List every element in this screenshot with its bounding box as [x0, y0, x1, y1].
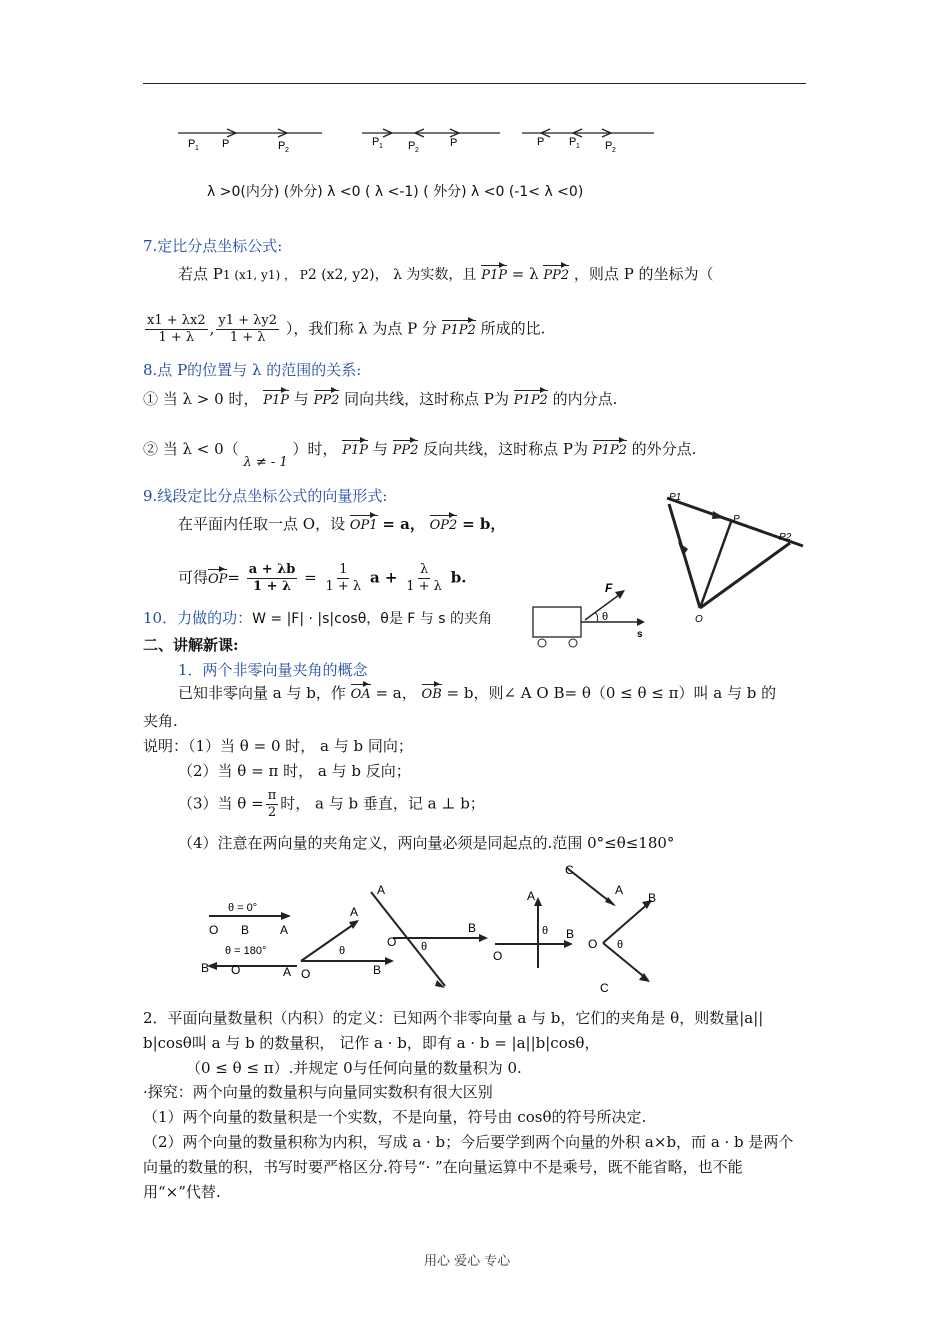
s9-eq: = — [227, 568, 240, 587]
label-p1-sub: 1 — [195, 145, 199, 152]
s8-1d: 的内分点. — [552, 390, 618, 408]
label-o: O — [695, 614, 703, 625]
vector-pp2: PP2 — [314, 388, 340, 408]
fraction-x — [145, 313, 208, 346]
label-theta: θ — [421, 941, 428, 953]
vector-p1p: P1P — [342, 438, 368, 458]
s9-tail: b. — [450, 568, 467, 587]
section-7-line2: $\frac{x1 + \lambda x2}{1 + \lambda}$ , $\frac{y1 + \lambda y2}{1 + \lambda}$ ），我们称 λ 为点 P 分 P1P2 所成的比. — [147, 313, 546, 345]
s8-2c: 与 — [372, 440, 388, 458]
eq-lambda: = λ — [511, 265, 539, 283]
section-7-line1 — [178, 263, 714, 285]
label-p: P — [733, 514, 740, 525]
label-o: O — [493, 949, 503, 963]
label-o: O — [231, 963, 241, 977]
s8-1a: ① 当 λ > 0 时， — [143, 390, 259, 408]
label-a: A — [283, 965, 292, 979]
vector-ob: OB — [422, 682, 442, 702]
section-9-title: 9.线段定比分点坐标公式的向量形式: — [143, 487, 388, 505]
work-formula: W = |F| · |s|cosθ，θ是 F 与 s 的夹角 — [252, 611, 492, 627]
explore-2-end: 用“×”代替. — [143, 1183, 221, 1201]
label-p1-sub: 1 — [379, 143, 383, 150]
label-p2-sub: 2 — [415, 147, 419, 154]
c1-c: = b，则∠ A O B= θ（0 ≤ θ ≤ π）叫 a 与 b 的 — [446, 684, 777, 702]
label-p1: P — [188, 138, 196, 150]
frac-num: x1 + λx2 — [147, 313, 206, 328]
s7-b: 1 (x1, y1) ， P — [222, 268, 308, 282]
header-rule — [143, 83, 806, 84]
s8-1c: 同向共线，这时称点 P为 — [344, 390, 510, 408]
label-p2: P — [605, 140, 613, 152]
diagram-internal — [178, 129, 322, 154]
s7-c: 2 (x2, y2)， λ 为实数，且 — [307, 267, 477, 283]
c1-b: = a， — [375, 684, 417, 702]
explore-line: ·探究：两个向量的数量积与向量同实数积有很大区别 — [143, 1083, 493, 1101]
s7-d: ，则点 P 的坐标为（ — [573, 265, 714, 283]
label-p2: P — [278, 140, 286, 152]
label-b: B — [201, 961, 210, 975]
s9-2a: 可得 — [178, 568, 209, 587]
label-p: P — [537, 136, 545, 148]
section-10-title: 10．力做的功： — [143, 609, 253, 627]
label-p1: P — [372, 136, 380, 148]
frac-num: a + λb — [248, 562, 296, 577]
concept-2-line3: （0 ≤ θ ≤ π）.并规定 0与任何向量的数量积为 0. — [186, 1059, 522, 1077]
explore-1: （1）两个向量的数量积是一个实数，不是向量，符号由 cosθ的符号所决定. — [143, 1108, 647, 1126]
frac-den: 1 + λ — [229, 330, 266, 345]
c1-a: 已知非零向量 a 与 b，作 — [178, 684, 346, 702]
label-theta: θ — [602, 611, 609, 623]
page-footer: 用心 爱心 专心 — [424, 1254, 511, 1269]
vector-p1p2: P1P2 — [514, 388, 548, 408]
note-4: （4）注意在两向量的夹角定义，两向量必须是同起点的.范围 0°≤θ≤180° — [178, 834, 675, 852]
diagram-external-1 — [362, 129, 500, 154]
section-10 — [143, 608, 492, 629]
explore-2-cont: 向量的数量的积，书写时要严格区分.符号“· ”在向量运算中不是乘号，既不能省略，也不能 — [143, 1158, 743, 1176]
theta-180-label: θ = 180° — [225, 945, 267, 957]
label-s: s — [637, 629, 643, 640]
frac-den: 2 — [267, 805, 277, 820]
note-1: 说明：（1）当 θ = 0 时， a 与 b 同向； — [143, 737, 413, 755]
frac-num: π — [267, 788, 277, 803]
fraction-pi-2 — [266, 788, 279, 821]
vector-p1p: P1P — [263, 388, 289, 408]
s8-2d: 反向共线，这时称点 P为 — [423, 440, 589, 458]
section-8-item1 — [143, 388, 617, 409]
concept-2-line2: b|cosθ叫 a 与 b 的数量积， 记作 a · b，即有 a · b = |a||b|cosθ， — [143, 1034, 600, 1052]
concept-1-def — [178, 682, 776, 703]
concept-1-title: 1．两个非零向量夹角的概念 — [178, 661, 368, 679]
label-theta: θ — [617, 939, 624, 951]
fraction-1 — [247, 562, 298, 595]
label-p2-sub: 2 — [612, 147, 616, 154]
label-p1: P — [569, 136, 577, 148]
label-b: B — [648, 891, 657, 905]
s8-2e: 的外分点. — [631, 440, 697, 458]
s8-2b: ）时， — [292, 440, 338, 458]
s8-2a: ② 当 λ < 0（ — [143, 440, 239, 458]
vector-op: OP — [208, 567, 227, 587]
label-o: O — [301, 967, 311, 981]
label-p2-sub: 2 — [285, 147, 289, 154]
label-a: A — [615, 883, 624, 897]
vector-pp2: PP2 — [543, 263, 569, 283]
s7-tail: ），我们称 λ 为点 P 分 — [285, 319, 437, 338]
frac-num: y1 + λy2 — [218, 313, 278, 328]
frac-den: 1 + λ — [406, 579, 442, 594]
label-a: A — [350, 905, 359, 919]
label-c: C — [600, 981, 609, 995]
s7-end: 所成的比. — [480, 319, 546, 338]
section-9-line2 — [178, 562, 466, 595]
label-o: O — [588, 937, 598, 951]
label-p1-sub: 1 — [576, 143, 580, 150]
theta-0-label: θ = 0° — [228, 902, 258, 914]
s9-eq2: = — [304, 568, 317, 587]
vector-op1: OP1 — [350, 513, 378, 533]
vector-op2: OP2 — [430, 513, 458, 533]
division-point-diagrams — [170, 115, 670, 160]
frac-den: 1 + λ — [158, 330, 195, 345]
s7-a: 若点 P — [178, 265, 223, 283]
n3-b: 时， a 与 b 垂直，记 a ⊥ b； — [280, 794, 485, 813]
section-7-title: 7.定比分点坐标公式: — [143, 237, 283, 255]
s9-mid: a + — [369, 568, 398, 587]
label-p1: P1 — [669, 492, 682, 503]
label-p: P — [222, 138, 230, 150]
s9-a: 在平面内任取一点 O，设 — [178, 515, 346, 533]
frac-den: 1 + λ — [253, 579, 292, 594]
label-p2: P — [408, 140, 416, 152]
note-2: （2）当 θ = π 时， a 与 b 反向； — [178, 762, 411, 780]
label-a: A — [527, 889, 536, 903]
s9-eq-a: = a， — [382, 515, 425, 533]
fraction-2 — [324, 562, 364, 595]
concept-1-def-cont: 夹角. — [143, 712, 178, 730]
s9-eq-b: = b， — [462, 515, 506, 533]
section-2-header: 二、讲解新课: — [143, 636, 239, 654]
n3-a: （3）当 θ = — [178, 794, 264, 813]
label-b: B — [373, 963, 382, 977]
section-9-line1 — [178, 513, 505, 534]
label-p2: P2 — [779, 532, 792, 543]
cart-force-figure — [525, 580, 655, 655]
triangle-figure — [655, 488, 810, 628]
frac-num: λ — [419, 562, 429, 577]
section-8-title: 8.点 P的位置与 λ 的范围的关系: — [143, 361, 362, 379]
vector-pp2: PP2 — [393, 438, 419, 458]
section-8-item2 — [143, 438, 697, 470]
note-3 — [178, 788, 485, 821]
label-theta: θ — [339, 945, 346, 957]
label-a: A — [280, 923, 289, 937]
label-c: C — [565, 863, 574, 877]
s8-1b: 与 — [293, 390, 309, 408]
label-a: A — [377, 883, 386, 897]
label-theta: θ — [542, 925, 549, 937]
label-o: O — [209, 923, 219, 937]
label-f: F — [605, 581, 613, 595]
fraction-y — [216, 313, 279, 346]
label-b: B — [241, 923, 250, 937]
vector-p1p2: P1P2 — [593, 438, 627, 458]
vector-oa: OA — [351, 682, 371, 702]
label-b: B — [566, 927, 575, 941]
frac-den: 1 + λ — [325, 579, 362, 594]
label-o: O — [387, 935, 397, 949]
lambda-range-line: λ >0(内分) (外分) λ <0 ( λ <-1) ( 外分) λ <0 (-1< λ <0) — [207, 184, 584, 200]
vector-p1p2: P1P2 — [442, 318, 476, 338]
frac-num: 1 — [339, 562, 348, 577]
label-b: B — [468, 921, 477, 935]
vector-p1p: P1P — [481, 263, 507, 283]
vector-angle-figures — [195, 858, 675, 998]
explore-2: （2）两个向量的数量积称为内积，写成 a · b；今后要学到两个向量的外积 a×b，而 a · b 是两个 — [143, 1133, 794, 1151]
label-p: P — [450, 137, 458, 149]
diagram-external-2 — [522, 129, 654, 154]
concept-2-line1: 2．平面向量数量积（内积）的定义：已知两个非零向量 a 与 b，它们的夹角是 θ，则数量|a|| — [143, 1009, 764, 1027]
s8-cond: λ ≠ - 1 — [243, 455, 288, 470]
fraction-3 — [404, 562, 444, 595]
